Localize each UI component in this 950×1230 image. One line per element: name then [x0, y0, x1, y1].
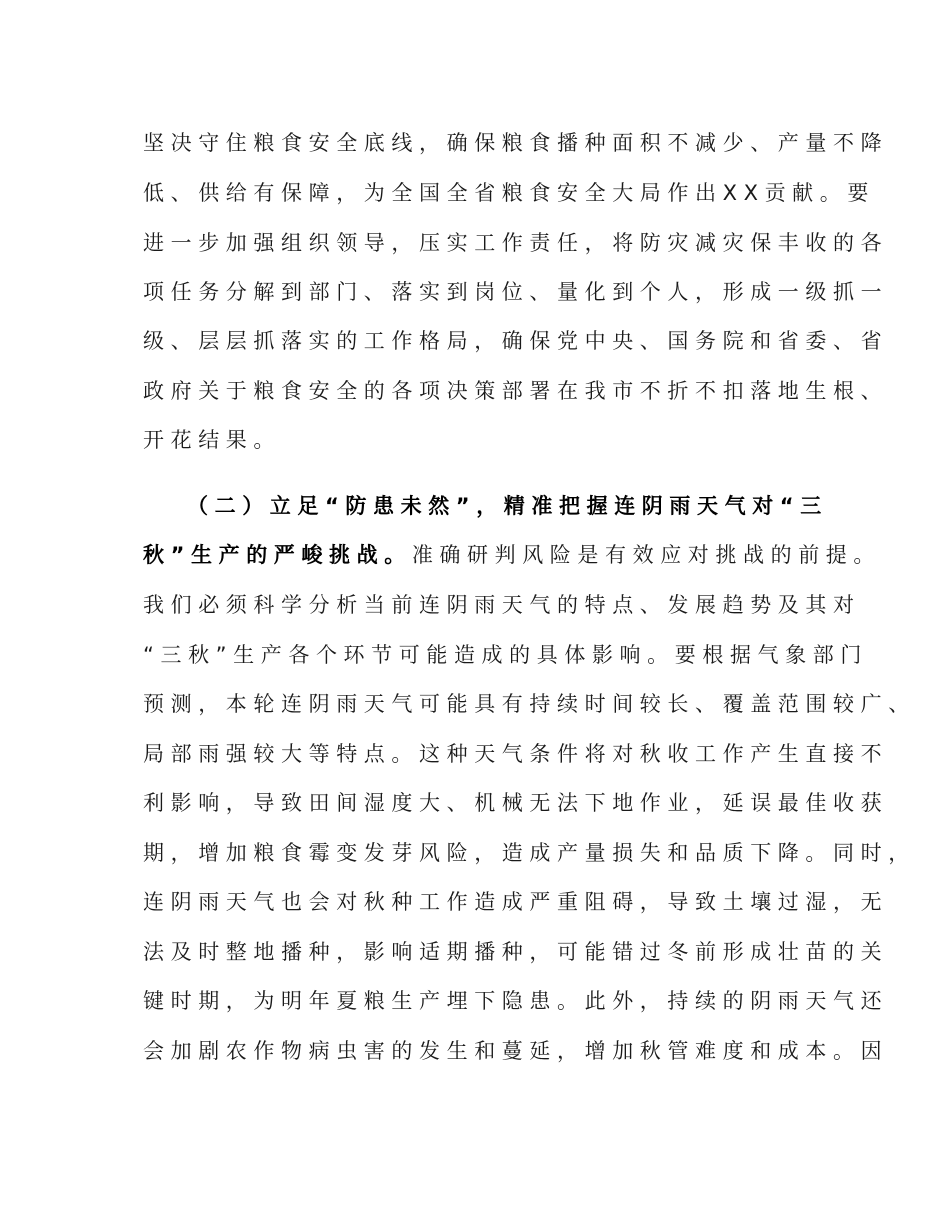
paragraph-2-line-10: 法及时整地播种，影响适期播种，可能错过冬前形成壮苗的关	[143, 940, 889, 964]
paragraph-1-line-1: 坚决守住粮食安全底线，确保粮食播种面积不减少、产量不降	[143, 131, 889, 155]
paragraph-1-line-4: 项任务分解到部门、落实到岗位、量化到个人，形成一级抓一	[143, 280, 889, 304]
section-heading: （二）立足“防患未然”，精准把握连阴雨天气对“三	[187, 494, 828, 518]
paragraph-2-line-5: 预测，本轮连阴雨天气可能具有持续时间较长、覆盖范围较广、	[143, 692, 916, 716]
paragraph-2-line-2	[143, 540, 882, 570]
paragraph-2-line-3: 我们必须科学分析当前连阴雨天气的特点、发展趋势及其对	[143, 593, 861, 617]
paragraph-1-line-6: 政府关于粮食安全的各项决策部署在我市不折不扣落地生根、	[143, 379, 889, 403]
paragraph-2-line-8: 期，增加粮食霉变发芽风险，造成产量损失和品质下降。同时，	[143, 841, 916, 865]
paragraph-2-line-12: 会加剧农作物病虫害的发生和蔓延，增加秋管难度和成本。因	[143, 1039, 889, 1063]
paragraph-2-line-4: “三秋”生产各个环节可能造成的具体影响。要根据气象部门	[143, 643, 868, 667]
paragraph-2-line-7: 利影响，导致田间湿度大、机械无法下地作业，延误最佳收获	[143, 791, 889, 815]
paragraph-2-line-2-text: 准确研判风险是有效应对挑战的前提。	[411, 543, 882, 567]
section-heading-continued: 秋”生产的严峻挑战。	[143, 543, 412, 567]
paragraph-1-line-5: 级、层层抓落实的工作格局，确保党中央、国务院和省委、省	[143, 329, 889, 353]
paragraph-2-line-9: 连阴雨天气也会对秋种工作造成严重阻碍，导致土壤过湿，无	[143, 890, 889, 914]
paragraph-1-line-3: 进一步加强组织领导，压实工作责任，将防灾减灾保丰收的各	[143, 231, 889, 255]
paragraph-2-line-6: 局部雨强较大等特点。这种天气条件将对秋收工作产生直接不	[143, 742, 889, 766]
paragraph-1-line-2: 低、供给有保障，为全国全省粮食安全大局作出XX贡献。要	[143, 181, 875, 205]
paragraph-1-line-7: 开花结果。	[143, 428, 281, 452]
paragraph-2-line-11: 键时期，为明年夏粮生产埋下隐患。此外，持续的阴雨天气还	[143, 989, 889, 1013]
